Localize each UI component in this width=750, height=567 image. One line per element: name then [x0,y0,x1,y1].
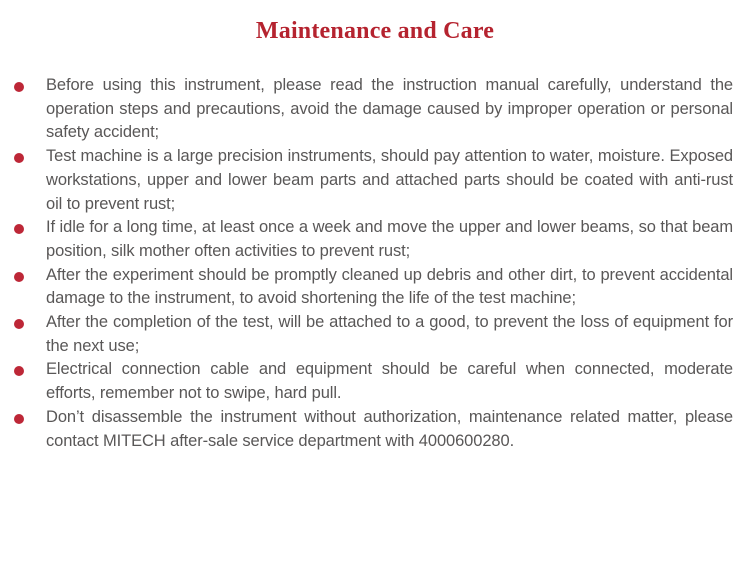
bullet-icon [14,272,24,282]
list-item-text: If idle for a long time, at least once a week and move the upper and lower beams, so that beam position, silk mother often activities to prevent rust; [46,218,733,260]
list-item [0,74,750,145]
list-item-text: Before using this instrument, please read the instruction manual carefully, understand the operation steps and precautions, avoid the damage caused by improper operation or personal safety accident; [46,76,733,142]
list-item [0,311,750,358]
list-item [0,406,750,453]
bullet-icon [14,319,24,329]
list-item-text: Electrical connection cable and equipment should be careful when connected, moderate efforts, remember not to swipe, hard pull. [46,360,733,403]
bullet-icon [14,414,24,424]
bullet-icon [14,82,24,92]
list-item-text: Test machine is a large precision instruments, should pay attention to water, moisture. Exposed workstations, upper and lower beam parts and attached parts should be coated with anti-rust oil to prevent rust; [46,147,733,213]
list-item [0,216,750,263]
list-item-text: Don’t disassemble the instrument without authorization, maintenance related matter, please contact MITECH after-sale service department with 4000600280. [46,407,733,450]
maintenance-list [0,74,750,453]
list-item-text: After the completion of the test, will be attached to a good, to prevent the loss of equipment for the next use; [46,313,733,355]
page-title: Maintenance and Care [255,18,495,44]
list-item-text: After the experiment should be promptly cleaned up debris and other dirt, to prevent accidental damage to the instrument, to avoid shortening the life of the test machine; [46,265,733,308]
list-item [0,145,750,216]
list-item [0,358,750,405]
list-item [0,264,750,311]
